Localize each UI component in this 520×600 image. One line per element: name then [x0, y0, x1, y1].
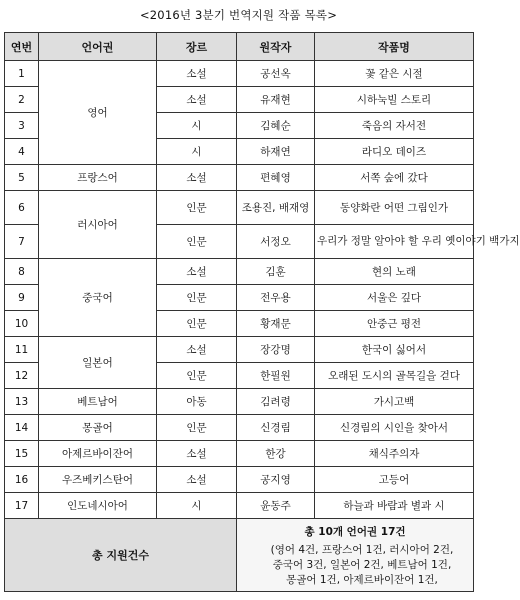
- row-number: 3: [5, 113, 39, 139]
- row-number: 5: [5, 165, 39, 191]
- genre-cell: 소설: [157, 259, 237, 285]
- row-number: 9: [5, 285, 39, 311]
- genre-cell: 인문: [157, 363, 237, 389]
- document-title: <2016년 3분기 번역지원 작품 목록>: [139, 8, 338, 22]
- table-row: [5, 467, 474, 493]
- row-number: 1: [5, 61, 39, 87]
- header-title: 작품명: [315, 33, 474, 61]
- work-cell: 채식주의자: [315, 441, 474, 467]
- genre-cell: 인문: [157, 285, 237, 311]
- author-cell: 하재연: [237, 139, 315, 165]
- row-number: 6: [5, 191, 39, 225]
- author-cell: 한강: [237, 441, 315, 467]
- author-cell: 김려령: [237, 389, 315, 415]
- header-language: 언어권: [39, 33, 157, 61]
- author-cell: 유재현: [237, 87, 315, 113]
- work-cell: 오래된 도시의 골목길을 걷다: [315, 363, 474, 389]
- language-cell: 우즈베키스탄어: [39, 467, 157, 493]
- row-number: 15: [5, 441, 39, 467]
- row-number: 13: [5, 389, 39, 415]
- work-cell: 하늘과 바람과 별과 시: [315, 493, 474, 519]
- summary-row: [5, 519, 474, 592]
- genre-cell: 소설: [157, 467, 237, 493]
- author-cell: 신경림: [237, 415, 315, 441]
- author-cell: 공선옥: [237, 61, 315, 87]
- language-cell: 베트남어: [39, 389, 157, 415]
- work-cell: 안중근 평전: [315, 311, 474, 337]
- language-cell: 프랑스어: [39, 165, 157, 191]
- table-row: [5, 61, 474, 87]
- genre-cell: 소설: [157, 337, 237, 363]
- language-cell: 아제르바이잔어: [39, 441, 157, 467]
- row-number: 4: [5, 139, 39, 165]
- header-number: 연번: [5, 33, 39, 61]
- author-cell: 김혜순: [237, 113, 315, 139]
- total-count-headline: 총 10개 언어권 17건: [304, 526, 406, 538]
- genre-cell: 인문: [157, 311, 237, 337]
- genre-cell: 소설: [157, 441, 237, 467]
- row-number: 7: [5, 225, 39, 259]
- row-number: 8: [5, 259, 39, 285]
- total-count-line: 몽골어 1건, 아제르바이잔어 1건,: [286, 574, 438, 586]
- genre-cell: 시: [157, 493, 237, 519]
- genre-cell: 아동: [157, 389, 237, 415]
- genre-cell: 인문: [157, 191, 237, 225]
- author-cell: 전우용: [237, 285, 315, 311]
- language-cell: 인도네시아어: [39, 493, 157, 519]
- genre-cell: 소설: [157, 87, 237, 113]
- work-cell: 우리가 정말 알아야 할 우리 옛이야기 백가지: [315, 225, 474, 259]
- language-cell: 일본어: [39, 337, 157, 389]
- row-number: 17: [5, 493, 39, 519]
- genre-cell: 인문: [157, 225, 237, 259]
- author-cell: 조용진, 배재영: [237, 191, 315, 225]
- work-cell: 죽음의 자서전: [315, 113, 474, 139]
- total-count-line: (영어 4건, 프랑스어 1건, 러시아어 2건,: [270, 544, 454, 556]
- header-row: [5, 33, 474, 61]
- total-count-detail: [237, 519, 474, 592]
- table-row: [5, 165, 474, 191]
- genre-cell: 소설: [157, 61, 237, 87]
- work-cell: 가시고백: [315, 389, 474, 415]
- language-cell: 영어: [39, 61, 157, 165]
- row-number: 12: [5, 363, 39, 389]
- work-cell: 라디오 데이즈: [315, 139, 474, 165]
- total-count-line: 중국어 3건, 일본어 2건, 베트남어 1건,: [272, 559, 452, 571]
- work-cell: 신경림의 시인을 찾아서: [315, 415, 474, 441]
- work-cell: 시하눅빌 스토리: [315, 87, 474, 113]
- genre-cell: 소설: [157, 165, 237, 191]
- row-number: 11: [5, 337, 39, 363]
- row-number: 16: [5, 467, 39, 493]
- table-row: [5, 389, 474, 415]
- header-author: 원작자: [237, 33, 315, 61]
- language-cell: 중국어: [39, 259, 157, 337]
- row-number: 14: [5, 415, 39, 441]
- work-cell: 현의 노래: [315, 259, 474, 285]
- table-row: [5, 441, 474, 467]
- total-count-label: 총 지원건수: [5, 519, 237, 592]
- author-cell: 김훈: [237, 259, 315, 285]
- work-cell: 서울은 깊다: [315, 285, 474, 311]
- author-cell: 장강명: [237, 337, 315, 363]
- work-cell: 동양화란 어떤 그림인가: [315, 191, 474, 225]
- row-number: 2: [5, 87, 39, 113]
- work-cell: 꽃 같은 시절: [315, 61, 474, 87]
- work-cell: 서쪽 숲에 갔다: [315, 165, 474, 191]
- header-genre: 장르: [157, 33, 237, 61]
- row-number: 10: [5, 311, 39, 337]
- genre-cell: 시: [157, 139, 237, 165]
- author-cell: 한필원: [237, 363, 315, 389]
- genre-cell: 시: [157, 113, 237, 139]
- language-cell: 몽골어: [39, 415, 157, 441]
- author-cell: 서정오: [237, 225, 315, 259]
- table-row: [5, 337, 474, 363]
- table-row: [5, 493, 474, 519]
- genre-cell: 인문: [157, 415, 237, 441]
- language-cell: 러시아어: [39, 191, 157, 259]
- author-cell: 공지영: [237, 467, 315, 493]
- author-cell: 편혜영: [237, 165, 315, 191]
- table-row: [5, 191, 474, 225]
- table-row: [5, 259, 474, 285]
- author-cell: 황재문: [237, 311, 315, 337]
- translation-works-table: [4, 32, 520, 592]
- work-cell: 한국이 싫어서: [315, 337, 474, 363]
- author-cell: 윤동주: [237, 493, 315, 519]
- work-cell: 고등어: [315, 467, 474, 493]
- table-row: [5, 415, 474, 441]
